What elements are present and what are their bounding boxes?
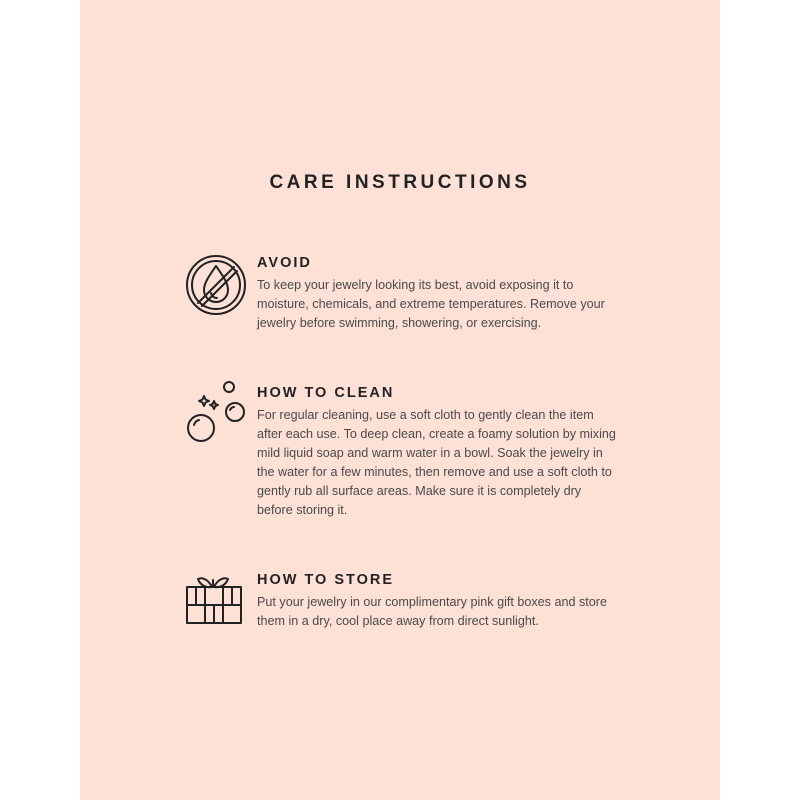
care-card bbox=[80, 0, 720, 800]
section-body: Put your jewelry in our complimentary pink gift boxes and store them in a dry, cool place away from direct sunlight. bbox=[257, 595, 607, 628]
section-heading: AVOID bbox=[257, 255, 312, 271]
bubbles-icon bbox=[184, 381, 248, 445]
section-body: For regular cleaning, use a soft cloth to gently clean the item after each use. To deep clean, create a foamy solution by mixing mild liquid soap and warm water in a bowl. Soak the jewelry in the water for a few minutes, then remove and use a soft cloth to gently rub all surface areas. Make sure it is completely dry before storing it. bbox=[257, 408, 616, 517]
gift-box-icon bbox=[184, 571, 244, 625]
page-title: CARE INSTRUCTIONS bbox=[269, 172, 531, 193]
section-heading: HOW TO STORE bbox=[257, 572, 395, 588]
no-water-icon bbox=[184, 253, 248, 317]
section-body: To keep your jewelry looking its best, avoid exposing it to moisture, chemicals, and extreme temperatures. Remove your jewelry before swimming, showering, or exercising. bbox=[257, 278, 605, 330]
section-heading: HOW TO CLEAN bbox=[257, 385, 395, 401]
